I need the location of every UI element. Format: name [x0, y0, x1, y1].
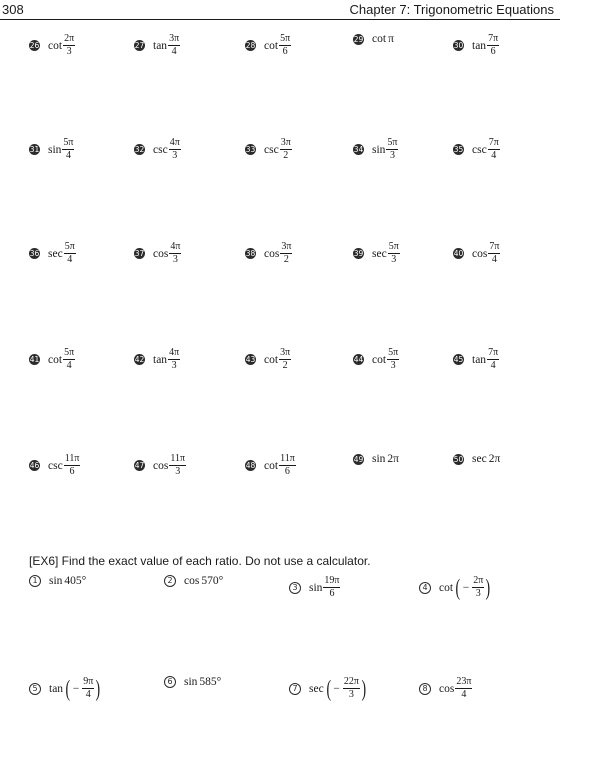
exercise-item: [134, 241, 181, 266]
numerator: 11π: [64, 453, 80, 464]
item-number: 33: [245, 145, 256, 154]
fraction: [488, 241, 500, 266]
fraction: [168, 347, 180, 372]
fraction: [280, 137, 292, 162]
exercise-item: [289, 575, 340, 600]
exercise-item: [29, 33, 75, 58]
exercise-item: [453, 347, 499, 372]
numerator: 11π: [170, 453, 186, 464]
denominator: 4: [491, 150, 497, 161]
fraction: [169, 453, 186, 478]
trig-function: sin: [184, 676, 198, 688]
trig-function: sin: [309, 581, 323, 594]
denominator: 3: [172, 150, 178, 161]
exercise-item: [245, 453, 296, 478]
denominator: 3: [391, 254, 397, 265]
trig-function: tan: [472, 39, 487, 52]
exercise-item: [419, 676, 472, 701]
fraction: [82, 676, 94, 701]
item-number: 48: [245, 461, 256, 470]
numerator: 5π: [63, 137, 74, 148]
trig-function: sin: [48, 143, 62, 156]
item-number: 30: [453, 41, 464, 50]
item-number: 45: [453, 355, 464, 364]
exercise-item: [353, 137, 398, 162]
minus-sign: −: [72, 682, 80, 695]
item-number: 47: [134, 461, 145, 470]
fraction: [386, 137, 398, 162]
item-number: 4: [419, 582, 431, 594]
denominator: 6: [282, 46, 288, 57]
denominator: 2: [283, 254, 289, 265]
numerator: 5π: [387, 137, 398, 148]
exercise-item: [29, 347, 75, 372]
trig-function: cot: [264, 459, 279, 472]
trig-function: tan: [153, 39, 168, 52]
item-number: 5: [29, 683, 41, 695]
exercise-item: [245, 347, 291, 372]
numerator: 9π: [83, 676, 94, 687]
exercise-item: [245, 137, 292, 162]
numerator: 4π: [169, 347, 180, 358]
numerator: 3π: [281, 241, 292, 252]
exercise-item: [134, 347, 180, 372]
trig-function: cos: [264, 247, 280, 260]
item-number: 37: [134, 249, 145, 258]
denominator: 3: [389, 150, 395, 161]
denominator: 6: [69, 466, 75, 477]
chapter-title: Chapter 7: Trigonometric Equations: [349, 2, 554, 17]
trig-function: cot: [264, 39, 279, 52]
item-number: 34: [353, 145, 364, 154]
exercise-item: [134, 33, 180, 58]
fraction: [487, 33, 499, 58]
denominator: 4: [66, 360, 72, 371]
numerator: 3π: [280, 347, 291, 358]
exercise-item: [453, 33, 499, 58]
trig-function: cot: [372, 353, 387, 366]
denominator: 3: [390, 360, 396, 371]
fraction: [63, 347, 75, 372]
numerator: 11π: [280, 453, 295, 464]
denominator: 4: [171, 46, 177, 57]
fraction: [63, 33, 75, 58]
exercise-item: [29, 676, 102, 701]
denominator: 2: [282, 360, 288, 371]
trig-function: cos: [439, 682, 455, 695]
trig-function: cot: [264, 353, 279, 366]
fraction: [279, 347, 291, 372]
page-header: [0, 0, 600, 20]
fraction: [168, 33, 180, 58]
fraction: [343, 676, 360, 701]
numerator: 23π: [456, 676, 472, 687]
denominator: 4: [461, 689, 467, 700]
trig-function: tan: [472, 353, 487, 366]
right-paren: ): [485, 575, 491, 600]
page-number: 308: [2, 2, 24, 17]
left-paren: (: [65, 676, 71, 701]
fraction: [279, 453, 296, 478]
exercise-item: [134, 453, 186, 478]
trig-function: sec: [372, 247, 387, 260]
item-number: 38: [245, 249, 256, 258]
denominator: 3: [175, 466, 181, 477]
fraction: [388, 241, 400, 266]
exercise-item: [29, 575, 86, 587]
right-paren: ): [361, 676, 367, 701]
trig-function: csc: [264, 143, 279, 156]
item-number: 31: [29, 145, 40, 154]
exercise-item: [164, 575, 223, 587]
denominator: 4: [65, 150, 71, 161]
item-number: 43: [245, 355, 256, 364]
trig-function: csc: [153, 143, 168, 156]
numerator: 7π: [488, 347, 499, 358]
left-paren: (: [326, 676, 331, 701]
exercise-item: [453, 241, 500, 266]
minus-sign: −: [333, 682, 340, 695]
numerator: 7π: [489, 241, 500, 252]
angle-value: 405°: [64, 575, 87, 587]
exercise-item: [245, 33, 291, 58]
numerator: 7π: [488, 33, 499, 44]
denominator: 4: [85, 689, 91, 700]
fraction: [455, 676, 472, 701]
numerator: 19π: [324, 575, 340, 586]
trig-function: cot: [48, 39, 63, 52]
fraction: [387, 347, 399, 372]
item-number: 44: [353, 355, 364, 364]
fraction: [64, 241, 76, 266]
item-number: 1: [29, 575, 41, 587]
fraction: [488, 137, 500, 162]
trig-function: tan: [153, 353, 168, 366]
trig-function: csc: [48, 459, 63, 472]
numerator: 2π: [473, 575, 484, 586]
numerator: 5π: [64, 241, 75, 252]
numerator: 3π: [280, 137, 291, 148]
item-number: 6: [164, 676, 176, 688]
exercise-item: [419, 575, 492, 600]
exercise-item: [353, 241, 400, 266]
denominator: 3: [172, 254, 178, 265]
item-number: 27: [134, 41, 145, 50]
item-number: 42: [134, 355, 145, 364]
fraction: [62, 137, 74, 162]
numerator: 5π: [388, 347, 399, 358]
denominator: 6: [329, 588, 335, 599]
ex6-title: [EX6] Find the exact value of each ratio. Do not use a calculator.: [29, 554, 371, 568]
denominator: 6: [490, 46, 496, 57]
numerator: 4π: [169, 137, 180, 148]
trig-function: cos: [153, 459, 169, 472]
item-number: 35: [453, 145, 464, 154]
exercise-item: [353, 33, 394, 45]
trig-function: sec: [472, 453, 487, 465]
numerator: 5π: [388, 241, 399, 252]
denominator: 4: [67, 254, 73, 265]
item-number: 41: [29, 355, 40, 364]
exercise-item: [289, 676, 368, 701]
trig-function: cos: [184, 575, 200, 587]
numerator: 22π: [343, 676, 359, 687]
trig-function: sec: [48, 247, 63, 260]
item-number: 8: [419, 683, 431, 695]
left-paren: (: [455, 575, 461, 600]
exercise-item: [353, 453, 399, 465]
trig-function: cot: [48, 353, 63, 366]
trig-function: tan: [49, 682, 64, 695]
fraction: [487, 347, 499, 372]
item-number: 26: [29, 41, 40, 50]
denominator: 4: [490, 360, 496, 371]
fraction: [64, 453, 81, 478]
trig-function: sin: [372, 143, 386, 156]
trig-function: cot: [439, 581, 454, 594]
item-number: 7: [289, 683, 301, 695]
denominator: 6: [284, 466, 290, 477]
fraction: [323, 575, 340, 600]
denominator: 2: [283, 150, 289, 161]
numerator: 7π: [488, 137, 499, 148]
exercise-item: [453, 137, 500, 162]
denominator: 3: [475, 588, 481, 599]
angle-value: 2π: [387, 453, 399, 465]
numerator: 5π: [280, 33, 291, 44]
item-number: 40: [453, 249, 464, 258]
denominator: 3: [66, 46, 72, 57]
denominator: 4: [491, 254, 497, 265]
exercise-item: [29, 453, 80, 478]
angle-value: 2π: [488, 453, 501, 465]
fraction: [169, 137, 181, 162]
trig-function: cos: [472, 247, 488, 260]
numerator: 4π: [170, 241, 181, 252]
minus-sign: −: [462, 581, 470, 594]
numerator: 3π: [169, 33, 180, 44]
fraction: [169, 241, 181, 266]
fraction: [280, 241, 292, 266]
item-number: 49: [353, 454, 364, 464]
denominator: 3: [348, 689, 354, 700]
exercise-item: [29, 241, 76, 266]
item-number: 50: [453, 454, 464, 464]
denominator: 3: [171, 360, 177, 371]
exercise-item: [453, 453, 500, 465]
trig-function: cos: [153, 247, 169, 260]
right-paren: ): [95, 676, 101, 701]
fraction: [279, 33, 291, 58]
exercise-item: [245, 241, 292, 266]
trig-function: sec: [309, 682, 324, 695]
exercise-item: [353, 347, 399, 372]
numerator: 5π: [64, 347, 75, 358]
item-number: 2: [164, 575, 176, 587]
exercise-item: [29, 137, 74, 162]
fraction: [472, 575, 484, 600]
item-number: 28: [245, 41, 256, 50]
angle-value: 570°: [201, 575, 224, 587]
trig-function: cot: [372, 33, 387, 45]
trig-function: sin: [49, 575, 63, 587]
trig-function: csc: [472, 143, 487, 156]
item-number: 32: [134, 145, 145, 154]
item-number: 36: [29, 249, 40, 258]
item-number: 29: [353, 34, 364, 44]
item-number: 46: [29, 461, 40, 470]
item-number: 39: [353, 249, 364, 258]
numerator: 2π: [64, 33, 75, 44]
angle-value: 585°: [199, 676, 222, 688]
trig-function: sin: [372, 453, 386, 465]
exercise-item: [164, 676, 221, 688]
header-rule: [0, 19, 560, 20]
angle-value: π: [388, 33, 394, 45]
item-number: 3: [289, 582, 301, 594]
exercise-item: [134, 137, 181, 162]
